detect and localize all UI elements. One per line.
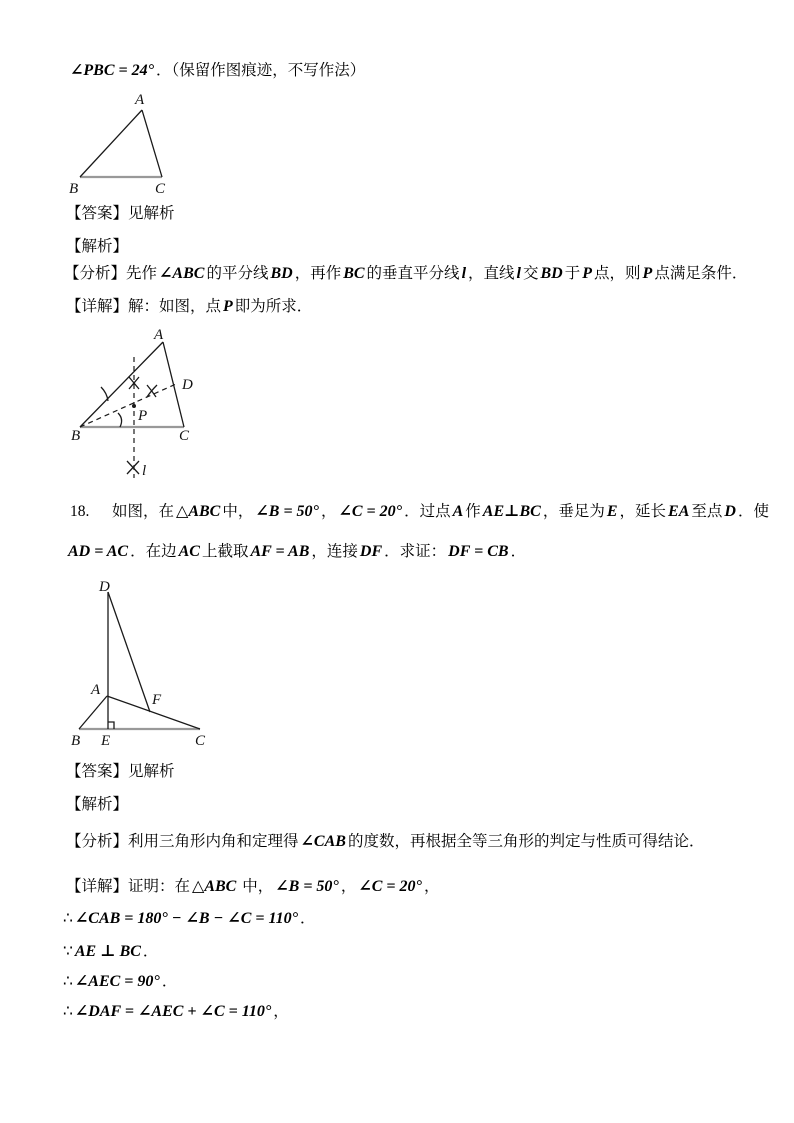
answer-label-2: 【答案】见解析 (66, 763, 175, 780)
segment-df (108, 592, 150, 712)
problem-18-line-2: AD = AC ．在边 AC 上截取 AF = AB ，连接 DF ．求证： DF = CB ． (68, 543, 527, 560)
proof-line-3: ∵ AE ⊥ BC ． (63, 943, 159, 960)
vertex-label-c: C (179, 428, 190, 444)
sides-ab-ac (80, 110, 162, 177)
point-label-d: D (99, 579, 110, 595)
vertex-label-a: A (154, 327, 164, 343)
point-label-e: E (101, 733, 111, 749)
problem-number: 18. (70, 503, 90, 520)
analysis-text-1: 【分析】先作 ∠ABC 的平分线 BD ，再作 BC 的垂直平分线 l ，直线 l 交 BD 于 P 点，则 P 点满足条件． (64, 265, 748, 282)
analysis-header-2: 【解析】 (66, 796, 129, 813)
angle-bisector-bd (80, 384, 176, 427)
vertex-label-a: A (135, 92, 145, 108)
arc-cross-mark-bottom (127, 461, 139, 474)
proof-line-4: ∴ ∠AEC = 90° ． (63, 973, 178, 990)
answer-label-1: 【答案】见解析 (66, 205, 175, 222)
arc-tick-bisector (118, 413, 122, 427)
sides-ba-ac (79, 696, 200, 729)
point-label-p: P (138, 408, 148, 424)
proof-line-5: ∴ ∠DAF = ∠AEC + ∠C = 110° ， (63, 1003, 289, 1020)
vertex-label-c: C (195, 733, 206, 749)
proof-line-1: 【详解】证明：在 △ABC 中， ∠B = 50° ， ∠C = 20° ， (66, 878, 440, 895)
analysis-text-2: 【分析】利用三角形内角和定理得 ∠CAB 的度数，再根据全等三角形的判定与性质可得结论． (66, 833, 705, 850)
proof-line-2: ∴ ∠CAB = 180° − ∠B − ∠C = 110° ． (63, 910, 316, 927)
vertex-label-b: B (71, 428, 81, 444)
point-label-d: D (182, 377, 193, 393)
figure-triangle-abc (58, 90, 208, 198)
point-p-dot (132, 404, 136, 408)
arc-cross-mark-2 (147, 385, 157, 397)
analysis-header-1: 【解析】 (66, 238, 129, 255)
solution-text-1: 【详解】解：如图，点 P 即为所求． (66, 298, 313, 315)
vertex-label-b: B (69, 181, 79, 197)
vertex-label-b: B (71, 733, 81, 749)
vertex-label-c: C (155, 181, 166, 197)
figure-problem-18 (56, 578, 231, 750)
problem-18-line-1: 如图，在 △ABC 中， ∠B = 50° ， ∠C = 20° ．过点 A 作 AE⊥BC ，垂足为 E ，延长 EA 至点 D ．使 (112, 503, 769, 520)
figure-construction-p (56, 326, 221, 486)
point-label-f: F (152, 692, 162, 708)
statement-angle-pbc: ∠PBC = 24° ．（保留作图痕迹，不写作法） (70, 62, 366, 79)
line-label-l: l (142, 463, 147, 479)
vertex-label-a: A (91, 682, 101, 698)
